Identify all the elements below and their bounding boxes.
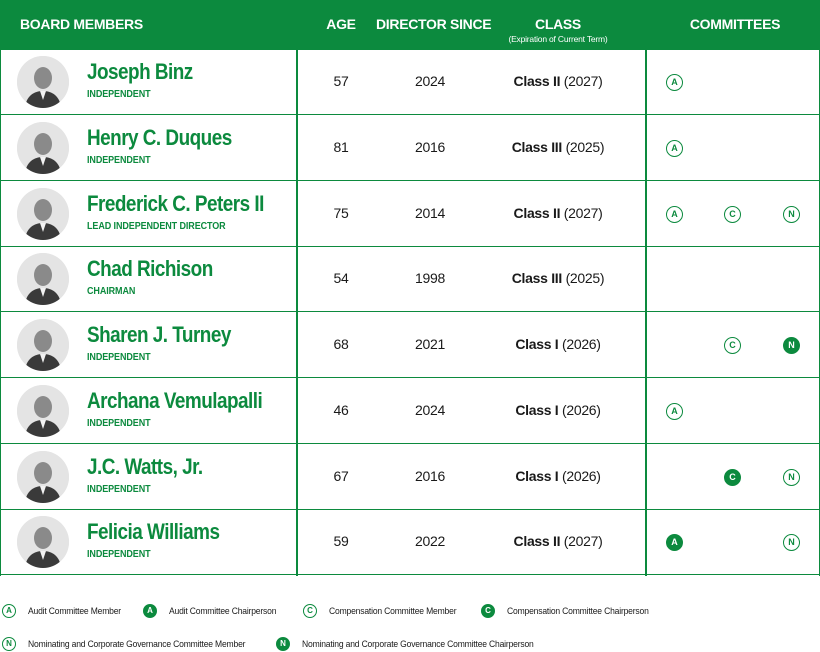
avatar [17, 319, 69, 371]
member-director-since: 2024 [415, 401, 445, 418]
member-director-since: 2021 [415, 336, 445, 352]
class-name: Class II [513, 533, 561, 550]
class-name: Class III [511, 270, 562, 287]
legend-label: Audit Committee Member [28, 606, 121, 617]
member-director-since: 2016 [415, 138, 445, 155]
legend-label: Nominating and Corporate Governance Committee Member [28, 639, 246, 650]
class-term: (2027) [563, 204, 603, 221]
committee-c-chair-badge: C [724, 469, 741, 486]
legend-label: Nominating and Corporate Governance Committee Chairperson [302, 639, 534, 650]
member-age: 57 [333, 73, 349, 89]
member-director-since: 2022 [415, 533, 445, 550]
member-class [490, 139, 626, 155]
member-name: Frederick C. Peters II [87, 190, 264, 216]
legend-n-member-badge: N [2, 637, 16, 651]
committee-a-member-badge: A [666, 74, 683, 91]
person-silhouette-icon [17, 56, 69, 108]
table-row [0, 510, 820, 575]
header-class: CLASS [535, 16, 581, 32]
member-role: LEAD INDEPENDENT DIRECTOR [87, 220, 226, 232]
class-term: (2025) [565, 138, 605, 155]
avatar [17, 253, 69, 305]
member-role: CHAIRMAN [87, 286, 136, 298]
member-name: Archana Vemulapalli [87, 387, 263, 413]
class-name: Class III [511, 138, 562, 155]
member-class [490, 402, 626, 418]
class-name: Class II [513, 73, 561, 89]
table-row [0, 50, 820, 115]
person-silhouette-icon [17, 319, 69, 371]
committee-legend [0, 604, 820, 652]
member-class [490, 533, 626, 549]
committee-n-chair-badge: N [783, 337, 800, 354]
committee-n-member-badge: N [783, 469, 800, 486]
avatar [17, 451, 69, 503]
table-row [0, 379, 820, 444]
class-term: (2027) [563, 73, 603, 89]
header-board-members: BOARD MEMBERS [20, 16, 143, 32]
table-row [0, 182, 820, 247]
class-term: (2026) [561, 401, 601, 418]
member-director-since: 2016 [415, 467, 445, 484]
member-name: Joseph Binz [87, 59, 193, 84]
member-role: INDEPENDENT [87, 89, 151, 100]
header-age: AGE [326, 16, 356, 32]
avatar [17, 188, 69, 240]
member-age: 46 [333, 401, 349, 418]
avatar [17, 516, 69, 568]
committee-a-member-badge: A [666, 403, 683, 420]
member-role: INDEPENDENT [87, 417, 151, 429]
member-director-since: 2024 [415, 73, 445, 89]
legend-n-chair-badge: N [276, 637, 290, 651]
committee-a-member-badge: A [666, 206, 683, 223]
legend-a-member-badge: A [2, 604, 16, 618]
member-role: INDEPENDENT [87, 154, 151, 166]
person-silhouette-icon [17, 188, 69, 240]
member-director-since: 1998 [415, 270, 445, 287]
member-name: Chad Richison [87, 256, 213, 282]
member-class [490, 336, 626, 352]
committee-n-member-badge: N [783, 534, 800, 551]
member-name: Henry C. Duques [87, 124, 232, 150]
person-silhouette-icon [17, 122, 69, 174]
table-row [0, 116, 820, 181]
member-name: J.C. Watts, Jr. [87, 453, 203, 479]
person-silhouette-icon [17, 253, 69, 305]
legend-label: Compensation Committee Member [329, 606, 457, 617]
member-age: 81 [333, 138, 349, 155]
member-name: Felicia Williams [87, 519, 220, 545]
member-role: INDEPENDENT [87, 483, 151, 495]
legend-label: Compensation Committee Chairperson [507, 606, 649, 617]
table-row [0, 247, 820, 312]
member-age: 59 [333, 533, 349, 550]
avatar [17, 56, 69, 108]
member-class [490, 270, 626, 286]
member-role: INDEPENDENT [87, 549, 151, 561]
class-name: Class I [515, 401, 559, 418]
member-age: 54 [333, 270, 349, 287]
legend-c-chair-badge: C [481, 604, 495, 618]
avatar [17, 122, 69, 174]
committee-a-member-badge: A [666, 140, 683, 157]
header-committees: COMMITTEES [689, 16, 781, 32]
person-silhouette-icon [17, 385, 69, 437]
header-director-since: DIRECTOR SINCE [376, 16, 492, 32]
table-row [0, 445, 820, 510]
member-class [490, 468, 626, 484]
person-silhouette-icon [17, 451, 69, 503]
member-class [490, 205, 626, 221]
class-term: (2026) [561, 467, 601, 484]
table-header [0, 0, 820, 50]
committee-c-member-badge: C [724, 337, 741, 354]
member-age: 75 [333, 204, 349, 221]
member-role: INDEPENDENT [87, 352, 151, 363]
member-age: 68 [333, 336, 349, 352]
legend-a-chair-badge: A [143, 604, 157, 618]
class-term: (2025) [565, 270, 605, 287]
legend-label: Audit Committee Chairperson [169, 606, 277, 617]
header-class-subtitle: (Expiration of Current Term) [508, 34, 608, 44]
member-class [490, 73, 626, 89]
class-name: Class II [513, 204, 561, 221]
member-age: 67 [333, 467, 349, 484]
committee-c-member-badge: C [724, 206, 741, 223]
member-director-since: 2014 [415, 204, 445, 221]
class-term: (2027) [563, 533, 603, 550]
class-name: Class I [515, 336, 559, 352]
legend-c-member-badge: C [303, 604, 317, 618]
committee-n-member-badge: N [783, 206, 800, 223]
table-row [0, 313, 820, 378]
member-name: Sharen J. Turney [87, 322, 231, 347]
committee-a-chair-badge: A [666, 534, 683, 551]
class-name: Class I [515, 467, 559, 484]
person-silhouette-icon [17, 516, 69, 568]
class-term: (2026) [561, 336, 601, 352]
avatar [17, 385, 69, 437]
